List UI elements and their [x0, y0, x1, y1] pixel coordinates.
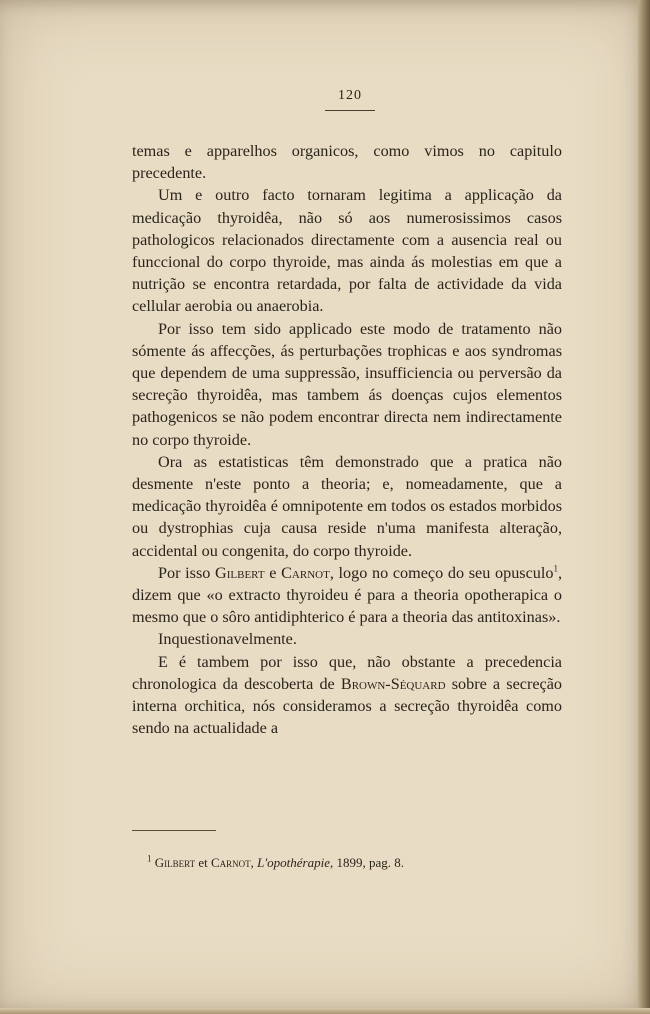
text-run: et: [195, 855, 211, 870]
paragraph: [132, 651, 562, 740]
text-run: Um e outro facto tornaram legitima a applicação da medicação thyroidêa, não só aos numerosissimos casos pathologicos relacionados directamente com a ausencia real ou funccional do corpo thyroide, mas ainda ás molestias em que a nutrição se encontra retardada, por falta de actividade da vida cellular aerobia ou anaerobia.: [132, 186, 562, 316]
text-run: sobre a secreção interna orchitica, nós consideramos a secreção thyroidêa como sendo na actualidade a: [132, 674, 562, 738]
footnote-marker: 1: [147, 853, 152, 864]
text-run: Por isso: [158, 563, 216, 582]
page-number: 120: [338, 88, 362, 103]
paragraph: [132, 184, 562, 317]
body-text: [132, 140, 562, 739]
text-run: , 1899, pag. 8.: [330, 855, 405, 870]
author-name: Gilbert: [215, 563, 265, 582]
paragraph: [132, 318, 562, 451]
page-edge-shadow: [638, 0, 650, 1014]
author-name: Carnot: [210, 855, 251, 870]
text-run: , dizem que «o extracto thyroideu é para a theoria opotherapica o mesmo que o sôro antidiphterico é para a theoria das antitoxinas».: [132, 563, 562, 627]
paragraph: [132, 628, 562, 650]
footnote-marker: 1: [553, 563, 558, 574]
text-run: ,: [250, 855, 258, 870]
paragraph: [132, 562, 562, 629]
author-name: Carnot: [281, 563, 330, 582]
text-run: e: [264, 563, 282, 582]
author-name: Brown-Séquard: [340, 674, 446, 693]
paragraph: [132, 140, 562, 184]
text-run: Ora as estatisticas têm demonstrado que a pratica não desmente n'este ponto a theoria; e, nomeadamente, que a medicação thyroidêa é omnipotente em todos os estados morbidos ou dystrophias cuja causa reside n'uma manifesta alteração, accidental ou congenita, do corpo thyroide.: [132, 452, 562, 560]
text-run: temas e apparelhos organicos, como vimos no capitulo precedente.: [132, 142, 562, 183]
paragraph: [132, 451, 562, 562]
text-run: , logo no começo do seu opusculo: [329, 563, 554, 582]
author-name: Gilbert: [154, 855, 196, 870]
footnote-rule: [132, 830, 216, 831]
footnote: [147, 855, 567, 871]
text-run: Inquestionavelmente.: [158, 630, 297, 649]
book-title: L'opothérapie: [257, 855, 330, 870]
page-bottom-edge: [0, 1008, 650, 1014]
text-run: E é tambem por isso que, não obstante a precedencia chronologica da descoberta de: [132, 652, 562, 693]
text-run: Por isso tem sido applicado este modo de tratamento não sómente ás affecções, ás perturbações trophicas e aos syndromas que dependem de uma suppressão, insufficiencia ou perversão da secreção thyroidêa, mas tambem ás doenças cujos elementos pathogenicos se não podem encontrar directa nem indirectamente no corpo thyroide.: [132, 319, 562, 449]
page-number-rule: [325, 110, 375, 111]
